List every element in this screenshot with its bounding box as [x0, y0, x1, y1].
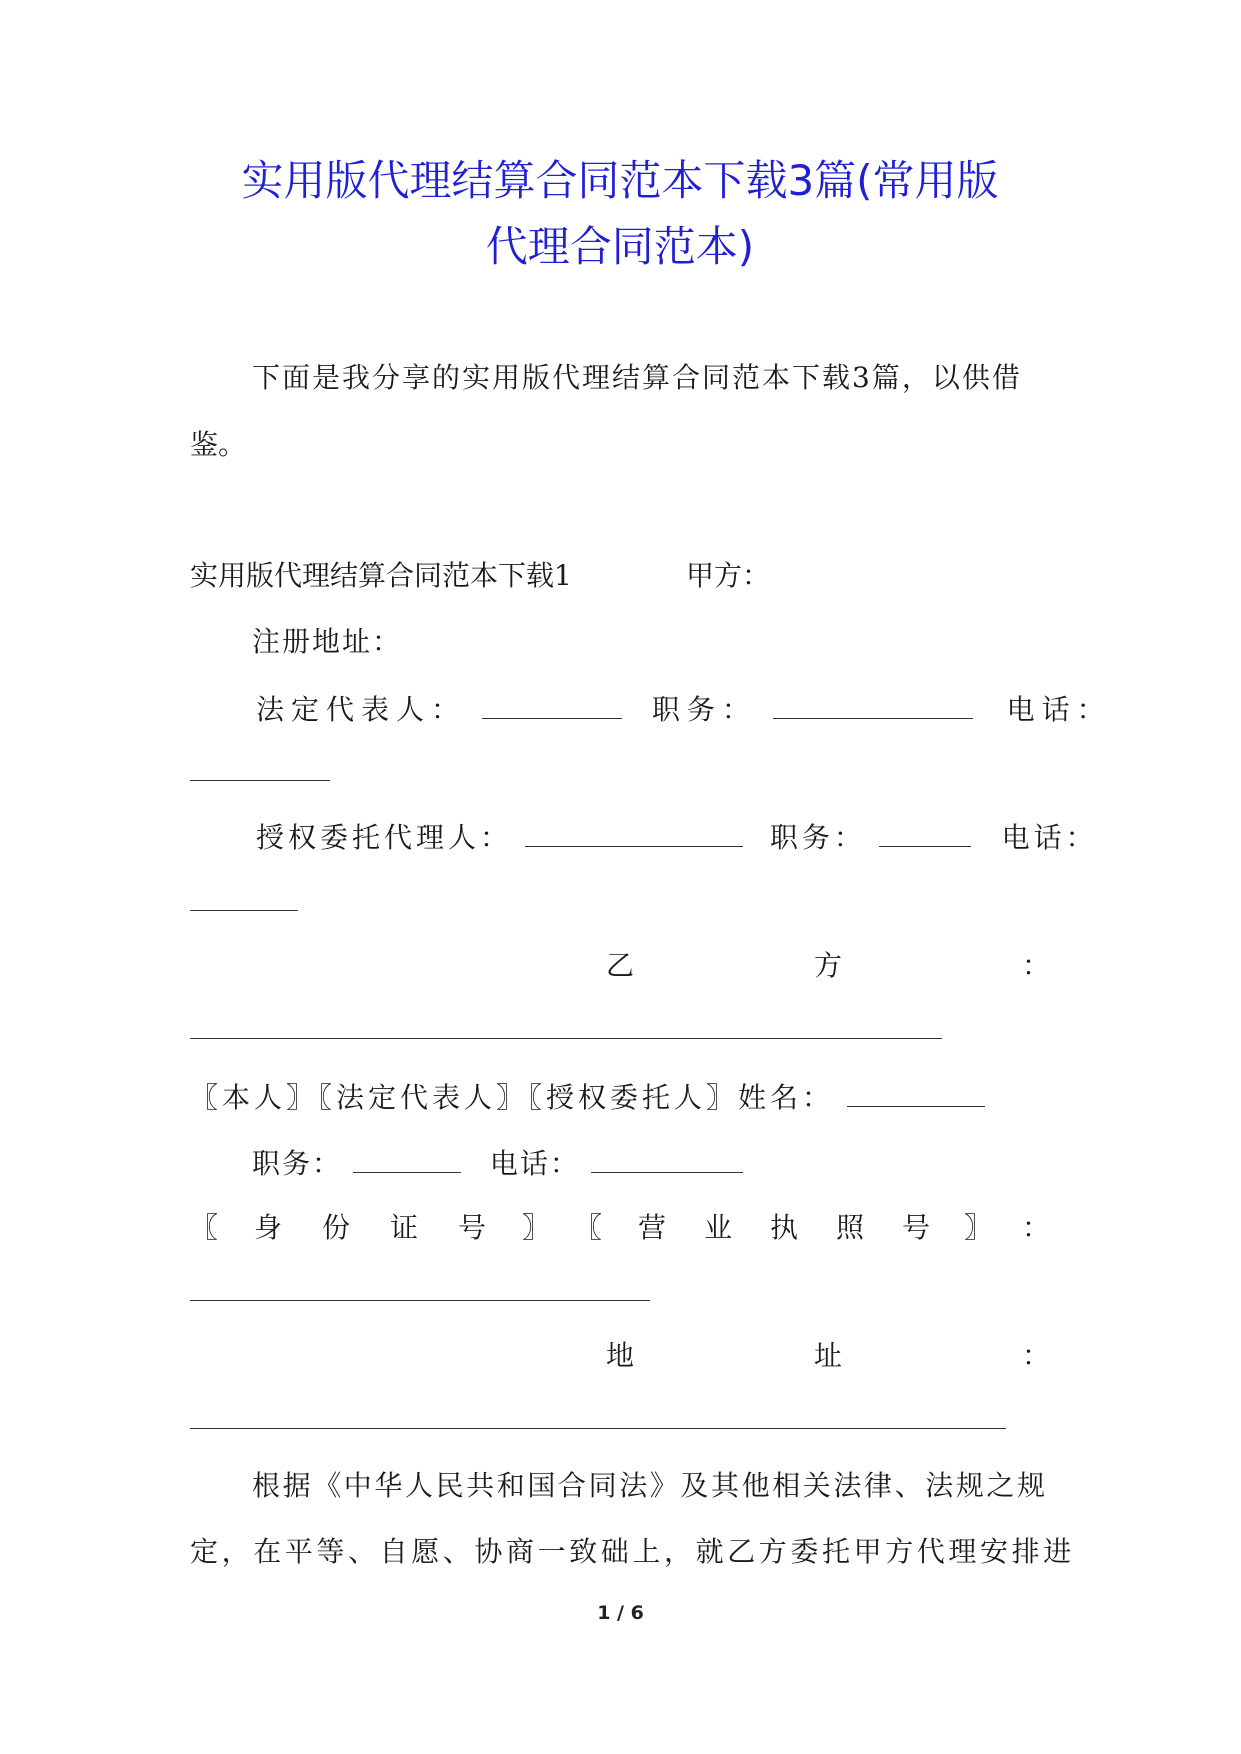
id-char-3: 证: [390, 1211, 419, 1244]
id-char-1: 身: [254, 1211, 283, 1244]
id-char-5: 〗: [522, 1211, 551, 1244]
party-b-position-blank: [353, 1142, 461, 1173]
registered-address-label: 注册地址：: [252, 625, 403, 658]
id-char-6: 〖: [574, 1211, 603, 1244]
document-title: [150, 148, 1090, 280]
party-a-label: 甲方：: [686, 559, 771, 592]
party-b-char-2: 方: [814, 949, 843, 982]
party-b-blank-line: [190, 1038, 942, 1039]
id-char-9: 执: [770, 1211, 799, 1244]
agent-position-blank: [879, 816, 971, 847]
agent-phone-blank-row: [190, 880, 298, 922]
phone-label: 电话：: [1006, 693, 1112, 726]
page-number: 1 / 6: [597, 1602, 644, 1624]
position-blank: [773, 688, 973, 719]
agent-position-label: 职务：: [769, 821, 866, 854]
id-char-13: ：: [1022, 1211, 1051, 1244]
agent-label: 授权委托代理人：: [256, 821, 513, 854]
intro-line-2: 鉴。: [190, 428, 247, 461]
party-b-phone-blank: [591, 1142, 743, 1173]
position-label: 职务：: [651, 693, 757, 726]
id-char-8: 业: [704, 1211, 733, 1244]
person-options-row: [190, 1076, 985, 1118]
legal-phone-blank: [190, 750, 330, 781]
agent-phone-blank: [190, 880, 298, 911]
id-char-4: 号: [458, 1211, 487, 1244]
legal-representative-row: [256, 688, 1112, 730]
agent-blank: [525, 816, 743, 847]
id-char-2: 份: [322, 1211, 351, 1244]
party-b-position-row: [252, 1142, 743, 1184]
id-char-0: 〖: [190, 1211, 219, 1244]
address-blank-line: [190, 1428, 1006, 1429]
party-b-phone-label: 电话：: [489, 1147, 580, 1180]
party-b-position-label: 职务：: [252, 1147, 343, 1180]
id-char-12: 〗: [964, 1211, 993, 1244]
address-colon: ：: [1022, 1339, 1051, 1372]
law-line-1: 根据《中华人民共和国合同法》及其他相关法律、法规之规: [252, 1469, 1048, 1502]
address-char-1: 地: [606, 1339, 635, 1372]
legal-phone-blank-row: [190, 750, 330, 792]
section-heading: 实用版代理结算合同范本下载1: [190, 559, 572, 592]
intro-line-1: 下面是我分享的实用版代理结算合同范本下载3篇，以供借: [252, 361, 1022, 394]
address-char-2: 址: [814, 1339, 843, 1372]
party-b-colon: ：: [1022, 949, 1051, 982]
name-blank: [847, 1076, 985, 1107]
law-line-2: 定，在平等、自愿、协商一致础上，就乙方委托甲方代理安排进: [190, 1535, 1075, 1568]
id-char-11: 号: [902, 1211, 931, 1244]
agent-phone-label: 电话：: [1001, 821, 1098, 854]
title-line-2: 代理合同范本): [485, 222, 755, 271]
id-char-7: 营: [638, 1211, 667, 1244]
legal-rep-blank: [482, 688, 622, 719]
authorized-agent-row: [256, 816, 1098, 858]
person-options-label: 〖本人〗〖法定代表人〗〖授权委托人〗姓名：: [190, 1081, 835, 1114]
id-blank-line: [190, 1300, 650, 1301]
id-char-10: 照: [836, 1211, 865, 1244]
legal-rep-label: 法定代表人：: [256, 693, 467, 726]
party-b-char-1: 乙: [606, 949, 635, 982]
title-line-1: 实用版代理结算合同范本下载3篇(常用版: [241, 156, 999, 205]
